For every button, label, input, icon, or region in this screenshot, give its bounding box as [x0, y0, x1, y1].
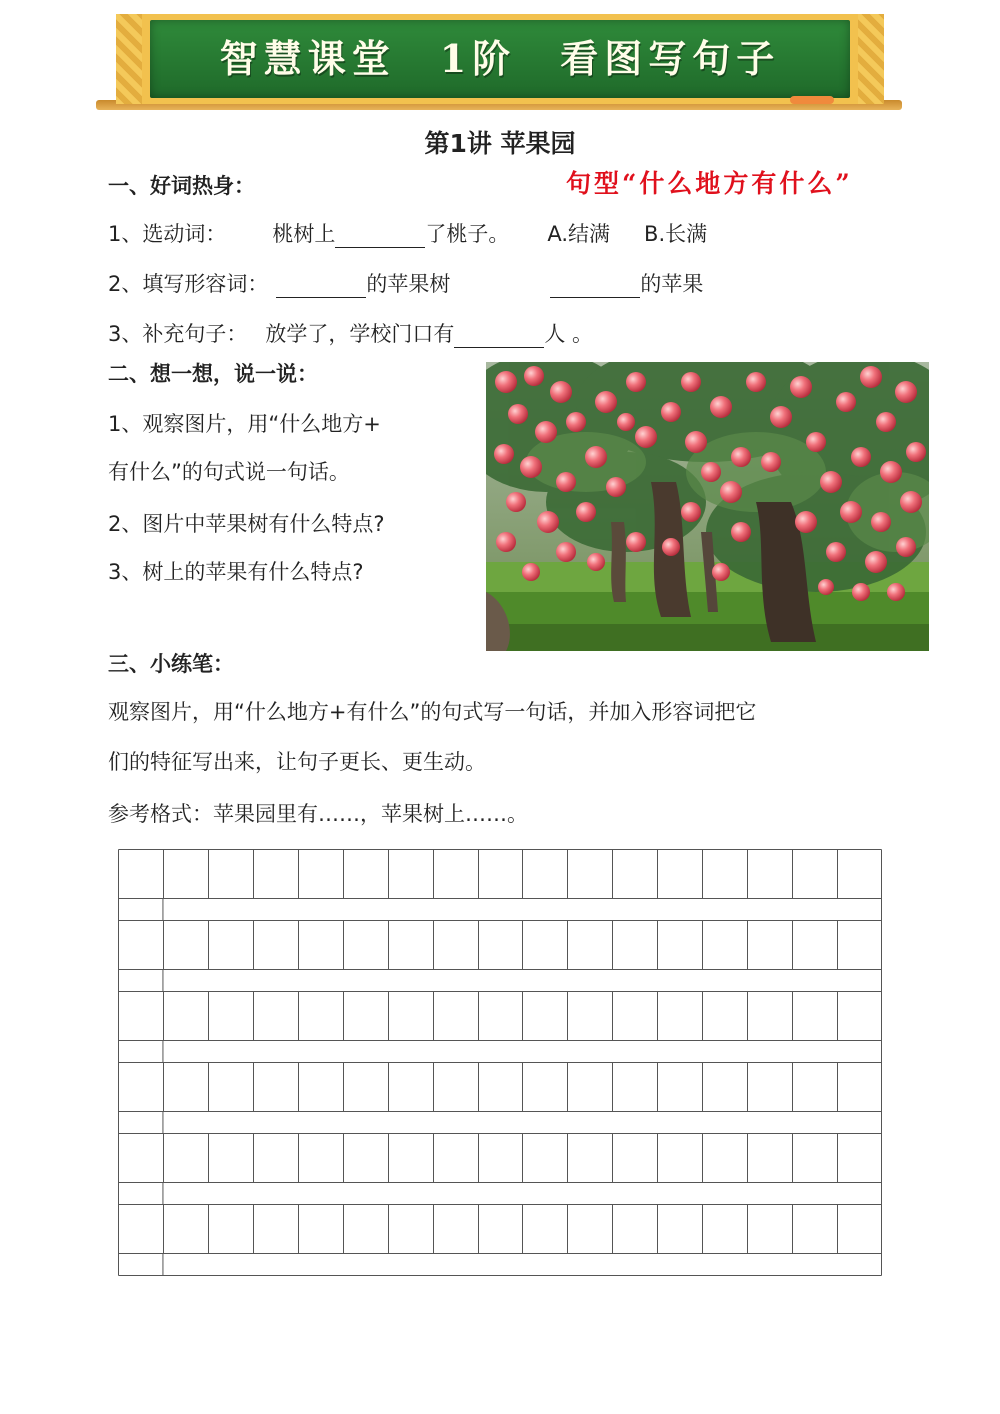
- grid-row[interactable]: [119, 1205, 882, 1276]
- q3-label: 3、补充句子：: [108, 322, 248, 346]
- answer-blank[interactable]: [454, 325, 544, 348]
- grid-row[interactable]: [119, 921, 882, 992]
- answer-blank[interactable]: [276, 275, 366, 298]
- question-1-3: [108, 318, 593, 348]
- question-2-3: 3、树上的苹果有什么特点?: [108, 560, 364, 584]
- section3-heading: 三、小练笔：: [108, 652, 234, 676]
- chalk-icon: [790, 96, 834, 104]
- answer-blank[interactable]: [335, 225, 425, 248]
- q2-label: 2、填写形容词：: [108, 272, 269, 296]
- sentence-pattern: 句型“什么地方有什么”: [566, 169, 853, 198]
- writing-grid[interactable]: [118, 849, 882, 1276]
- instruction-line1: 观察图片，用“什么地方+有什么”的句式写一句话，并加入形容词把它: [108, 700, 757, 724]
- apple-orchard-image: [486, 362, 929, 651]
- instruction-line2: 们的特征写出来，让句子更长、更生动。: [108, 750, 486, 774]
- question-2-1-line2: 有什么”的句式说一句话。: [108, 460, 350, 484]
- q3-post: 人 。: [544, 322, 594, 346]
- q1-post: 了桃子。: [425, 222, 510, 246]
- question-1-1: [108, 218, 707, 248]
- answer-blank[interactable]: [550, 275, 640, 298]
- question-1-2: [108, 268, 703, 298]
- chalkboard-header: [150, 20, 850, 98]
- q3-pre: 放学了，学校门口有: [265, 322, 455, 346]
- grid-row[interactable]: [119, 992, 882, 1063]
- question-2-2: 2、图片中苹果树有什么特点?: [108, 512, 385, 536]
- question-2-1-line1: 1、观察图片，用“什么地方+: [108, 412, 381, 436]
- reference-format: 参考格式：苹果园里有……，苹果树上……。: [108, 802, 528, 826]
- section1-heading: 一、好词热身：: [108, 174, 255, 198]
- lesson-title: 第1讲 苹果园: [424, 129, 576, 158]
- grid-row[interactable]: [119, 1134, 882, 1205]
- grid-row[interactable]: [119, 850, 882, 921]
- q2-item1: 的苹果树: [366, 272, 451, 296]
- option-b: B.长满: [644, 222, 708, 246]
- option-a: A.结满: [547, 222, 611, 246]
- q2-item2: 的苹果: [640, 272, 704, 296]
- page-title: 智慧课堂 1阶 看图写句子: [219, 36, 781, 81]
- grid-row[interactable]: [119, 1063, 882, 1134]
- q1-pre: 桃树上: [272, 222, 336, 246]
- q1-label: 1、选动词：: [108, 222, 227, 246]
- section2-heading: 二、想一想，说一说：: [108, 362, 318, 386]
